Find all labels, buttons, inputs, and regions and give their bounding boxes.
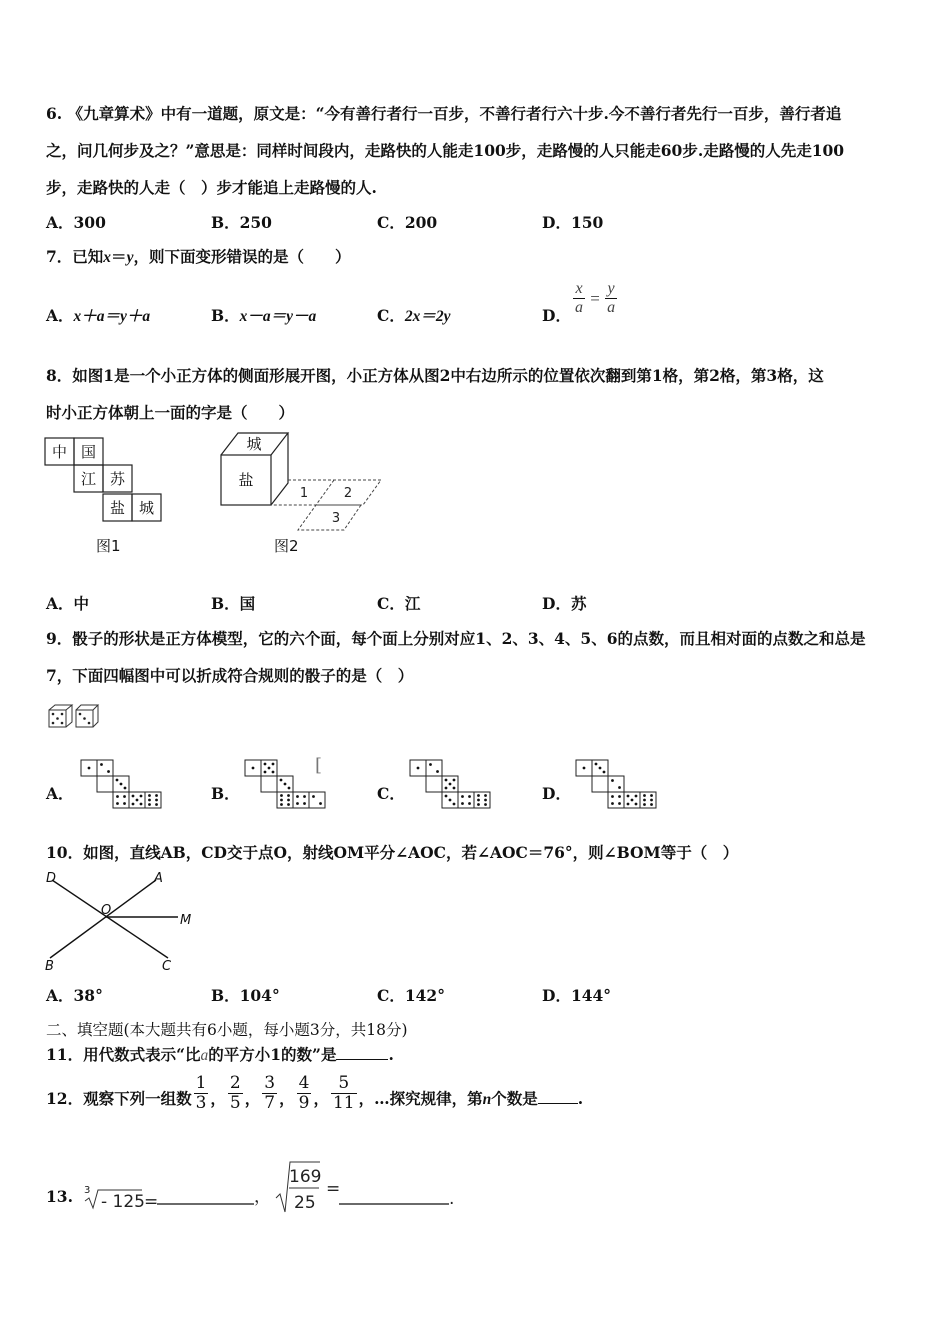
dice-pip xyxy=(284,783,287,786)
dice-pip xyxy=(155,803,158,806)
dice-pip xyxy=(627,795,630,798)
cube-top-char: 城 xyxy=(246,435,262,453)
q13-end: . xyxy=(449,1189,455,1209)
intersecting-lines-figure xyxy=(44,870,204,975)
q12-fraction-numerator: 3 xyxy=(264,1073,276,1093)
dice-pip xyxy=(272,771,275,774)
dice-pip xyxy=(468,802,471,805)
dice-pip xyxy=(280,779,283,782)
dice-face xyxy=(113,792,129,808)
dice-face xyxy=(309,792,325,808)
q8-option-c: C．江 xyxy=(377,594,421,613)
q11-prefix: 11．用代数式表示“比 xyxy=(46,1045,201,1064)
q6-option-a: A．300 xyxy=(46,213,106,232)
dice-pip xyxy=(100,763,103,766)
dice-pip xyxy=(280,799,283,802)
grid-label-3: 3 xyxy=(331,511,341,526)
dice-pip xyxy=(140,803,143,806)
grid-label-2: 2 xyxy=(343,486,353,501)
point-m: M xyxy=(180,913,192,928)
dice-pip xyxy=(484,794,487,797)
q7-frac-den-a: a xyxy=(575,298,583,316)
q10-option-b: B．104° xyxy=(211,986,280,1005)
dice-pip xyxy=(264,771,267,774)
q12-stem xyxy=(46,1075,583,1127)
dice-pip xyxy=(296,795,299,798)
q12-suffix: 个数是 xyxy=(491,1088,538,1108)
dice-face xyxy=(458,792,474,808)
q12-fraction xyxy=(331,1075,357,1113)
dice-pip xyxy=(643,799,646,802)
dice-pip xyxy=(287,794,290,797)
dice-net-option-c xyxy=(410,760,490,808)
point-b: B xyxy=(45,959,54,974)
q12-fraction-numerator: 4 xyxy=(298,1073,310,1093)
q12-fraction-denominator: 11 xyxy=(332,1092,355,1113)
dice-pip xyxy=(449,799,452,802)
dice-pip xyxy=(611,802,614,805)
dice-pip xyxy=(484,799,487,802)
q7-stem-suffix: ，则下面变形错误的是（ ） xyxy=(133,247,351,266)
dice-face xyxy=(293,792,309,808)
dice-pip xyxy=(461,795,464,798)
q12-fraction-numerator: 1 xyxy=(195,1073,207,1093)
dice-face xyxy=(640,792,656,808)
dice-pip xyxy=(650,794,653,797)
q13-comma: ， xyxy=(254,1187,271,1207)
dice-pip xyxy=(429,763,432,766)
fig2-label: 图2 xyxy=(274,537,299,555)
dice-pip xyxy=(627,803,630,806)
dice-pip xyxy=(155,799,158,802)
q8-line-1: 8．如图1是一个小正方体的侧面形展开图，小正方体从图2中右边所示的位置依次翻到第1格，第2格，第3格，这 xyxy=(46,366,824,385)
dice-pip xyxy=(631,799,634,802)
q12-fraction xyxy=(297,1075,312,1113)
dice-pip xyxy=(252,767,255,770)
fig1-label: 图1 xyxy=(96,537,121,555)
dice-pip xyxy=(124,787,127,790)
q8-option-b: B．国 xyxy=(211,594,256,613)
dice-face xyxy=(592,776,608,792)
dice-pip xyxy=(287,799,290,802)
q13-numerator: 169 xyxy=(289,1167,322,1187)
dice-net-option-a xyxy=(81,760,161,808)
q12-separator: ， xyxy=(279,1088,295,1108)
dice-face xyxy=(426,760,442,776)
dice-pip xyxy=(618,795,621,798)
q12-fraction-numerator: 2 xyxy=(229,1073,241,1093)
point-c: C xyxy=(162,959,172,974)
dice-pip xyxy=(280,803,283,806)
dice-face xyxy=(97,760,113,776)
dice-pip xyxy=(132,795,135,798)
q6-option-c: C．200 xyxy=(377,213,438,232)
dice-pip xyxy=(445,779,448,782)
net-char-guo: 国 xyxy=(80,443,97,461)
dice-pip xyxy=(477,799,480,802)
q12-fraction-denominator: 5 xyxy=(229,1092,241,1113)
dice-pip xyxy=(140,795,143,798)
q12-fraction-denominator: 3 xyxy=(195,1092,207,1113)
q12-answer-blank[interactable] xyxy=(538,1103,578,1104)
dice-face xyxy=(426,776,442,792)
q6-option-d: D．150 xyxy=(542,213,604,232)
q13-equals-2: = xyxy=(326,1179,341,1199)
q9-option-c-label: C． xyxy=(377,784,405,803)
net-char-jiang: 江 xyxy=(80,470,97,488)
q11-answer-blank[interactable] xyxy=(336,1059,388,1060)
dice-pip xyxy=(88,767,91,770)
q7-option-a-label: A． xyxy=(46,306,74,325)
q13-radicand: - 125 xyxy=(101,1192,145,1212)
dice-pip xyxy=(445,787,448,790)
q12-var-n: n xyxy=(482,1090,492,1108)
dice-pip xyxy=(280,794,283,797)
q8-option-d: D．苏 xyxy=(542,594,587,613)
dice-pip xyxy=(445,795,448,798)
q7-var-y: y xyxy=(126,249,134,266)
q10-option-c: C．142° xyxy=(377,986,445,1005)
net-char-yan: 盐 xyxy=(109,499,126,517)
q8-line-2: 时小正方体朝上一面的字是（ ） xyxy=(46,403,295,422)
dice-pip xyxy=(650,803,653,806)
dice-pip xyxy=(484,803,487,806)
q9-bracket-mark: [ xyxy=(315,755,323,776)
q10-option-d: D．144° xyxy=(542,986,612,1005)
dice-pip xyxy=(468,795,471,798)
q12-separator: ， xyxy=(313,1088,329,1108)
q9-line-1: 9．骰子的形状是正方体模型，它的六个面，每个面上分别对应1、2、3、4、5、6的点数，而且相对面的点数之和总是 xyxy=(46,629,866,648)
dice-face xyxy=(474,792,490,808)
net-char-zhong: 中 xyxy=(51,443,68,461)
dice-pip xyxy=(123,802,126,805)
dice-pip xyxy=(477,794,480,797)
dice-pip xyxy=(288,787,291,790)
q12-fraction-denominator: 9 xyxy=(298,1092,310,1113)
dice-pip xyxy=(453,787,456,790)
q7-option-d-label: D． xyxy=(542,306,571,325)
dice-pip xyxy=(116,779,119,782)
dice-face xyxy=(261,776,277,792)
dice-pip xyxy=(611,795,614,798)
dice-pip xyxy=(618,802,621,805)
q7-option-c-expr: 2x＝2y xyxy=(404,308,451,325)
q12-separator: ， xyxy=(210,1088,226,1108)
q7-option-b-label: B． xyxy=(211,306,240,325)
dice-net-option-b xyxy=(245,760,325,808)
q7-var-x: x xyxy=(103,249,112,266)
q9-option-a-label: A． xyxy=(46,784,74,803)
q7-stem-prefix: 7．已知 xyxy=(46,247,104,266)
dice-pip xyxy=(132,803,135,806)
q12-fraction xyxy=(194,1075,209,1113)
section-2-heading: 二、填空题(本大题共有6小题，每小题3分，共18分) xyxy=(46,1021,408,1039)
q6-option-b: B．250 xyxy=(211,213,272,232)
q13-expression xyxy=(84,1158,464,1218)
q12-end: . xyxy=(577,1088,584,1108)
dice-pip xyxy=(123,795,126,798)
q11-stem xyxy=(46,1043,394,1065)
q10-stem: 10．如图，直线AB，CD交于点O，射线OM平分∠AOC，若∠AOC＝76°，则∠BOM等于（ ） xyxy=(46,843,739,862)
dice-pip xyxy=(599,767,602,770)
dice-face xyxy=(145,792,161,808)
q13-equals-1: = xyxy=(144,1192,159,1212)
dice-pip xyxy=(453,779,456,782)
q7-frac-den-a2: a xyxy=(607,298,616,316)
q9-line-2: 7，下面四幅图中可以折成符合规则的骰子的是（ ） xyxy=(46,666,414,685)
dice-pip xyxy=(268,767,271,770)
q11-suffix: 的平方小1的数”是 xyxy=(208,1045,337,1064)
dice-pip xyxy=(477,803,480,806)
q12-middle: ，…探究规律，第 xyxy=(358,1088,483,1108)
dice-pip xyxy=(635,803,638,806)
q12-prefix: 12．观察下列一组数 xyxy=(46,1088,192,1108)
grid-label-1: 1 xyxy=(299,486,309,501)
point-d: D xyxy=(46,871,57,886)
q9-option-d-label: D． xyxy=(542,784,571,803)
dice-pip xyxy=(643,794,646,797)
q12-fraction-numerator: 5 xyxy=(338,1073,350,1093)
dice-pip xyxy=(449,783,452,786)
dice-net-option-d xyxy=(576,760,656,808)
dice-face xyxy=(277,792,293,808)
dice-pip xyxy=(272,763,275,766)
q12-fraction-denominator: 7 xyxy=(264,1092,276,1113)
dice-pip xyxy=(148,799,151,802)
dice-pip xyxy=(650,799,653,802)
dice-pip xyxy=(155,794,158,797)
q11-end: . xyxy=(388,1045,394,1064)
q13-label: 13. xyxy=(46,1187,73,1206)
dice-pip xyxy=(461,802,464,805)
dice-pip xyxy=(436,770,439,773)
q7-option-a-expr: x＋a＝y＋a xyxy=(73,308,151,325)
dice-pip xyxy=(303,802,306,805)
dice-pip xyxy=(583,767,586,770)
dice-pip xyxy=(417,767,420,770)
q13-denominator: 25 xyxy=(294,1193,316,1213)
q13-root-index: 3 xyxy=(84,1185,91,1196)
q7-frac-equals: = xyxy=(590,288,600,308)
dice-pip xyxy=(287,803,290,806)
q7-option-b-expr: x－a＝y－a xyxy=(239,308,317,325)
q6-line-3: 步，走路快的人走（ ）步才能追上走路慢的人. xyxy=(46,178,377,197)
q7-option-c-label: C． xyxy=(377,306,405,325)
q9-option-b-label: B． xyxy=(211,784,240,803)
dice-face xyxy=(608,792,624,808)
dice-face xyxy=(97,776,113,792)
dice-face xyxy=(608,776,624,792)
dice-pip xyxy=(296,802,299,805)
dice-pip xyxy=(319,802,322,805)
dice-pip xyxy=(116,795,119,798)
dice-pip xyxy=(635,795,638,798)
dice-pip xyxy=(107,770,110,773)
q6-line-2: 之，问几何步及之？”意思是：同样时间段内，走路快的人能走100步，走路慢的人只能走60步.走路慢的人先走100 xyxy=(46,141,845,160)
dice-pip xyxy=(603,771,606,774)
dice-pip xyxy=(116,802,119,805)
dice-pip xyxy=(148,794,151,797)
dice-pip xyxy=(312,795,315,798)
q7-frac-num-x: x xyxy=(575,280,583,297)
point-o: O xyxy=(101,903,112,918)
dice-pip xyxy=(643,803,646,806)
dice-pip xyxy=(120,783,123,786)
q6-line-1: 6. 《九章算术》中有一道题，原文是：“今有善行者行一百步，不善行者行六十步.今不善行者先行一百步，善行者追 xyxy=(46,104,842,123)
dice-pip xyxy=(595,763,598,766)
q8-option-a: A．中 xyxy=(46,594,90,613)
net-char-su: 苏 xyxy=(109,470,126,488)
line-ab xyxy=(50,880,156,958)
dice-pip xyxy=(303,795,306,798)
q10-option-a: A．38° xyxy=(46,986,103,1005)
q12-fraction xyxy=(262,1075,277,1113)
dice-pip xyxy=(611,779,614,782)
q11-var-a: a xyxy=(200,1047,209,1064)
dice-pip xyxy=(453,803,456,806)
net-char-cheng: 城 xyxy=(138,499,155,517)
dice-pip xyxy=(618,786,621,789)
point-a: A xyxy=(154,871,163,886)
dice-pip xyxy=(136,799,139,802)
q7-equals: ＝ xyxy=(111,247,127,266)
q12-separator: ， xyxy=(244,1088,261,1108)
q12-fraction-sequence xyxy=(192,1073,359,1113)
dice-pip xyxy=(264,763,267,766)
q7-frac-num-y: y xyxy=(607,280,615,297)
dice-pip xyxy=(148,803,151,806)
line-dc xyxy=(52,880,168,958)
cube-front-char: 盐 xyxy=(238,471,254,489)
q12-fraction xyxy=(228,1075,243,1113)
